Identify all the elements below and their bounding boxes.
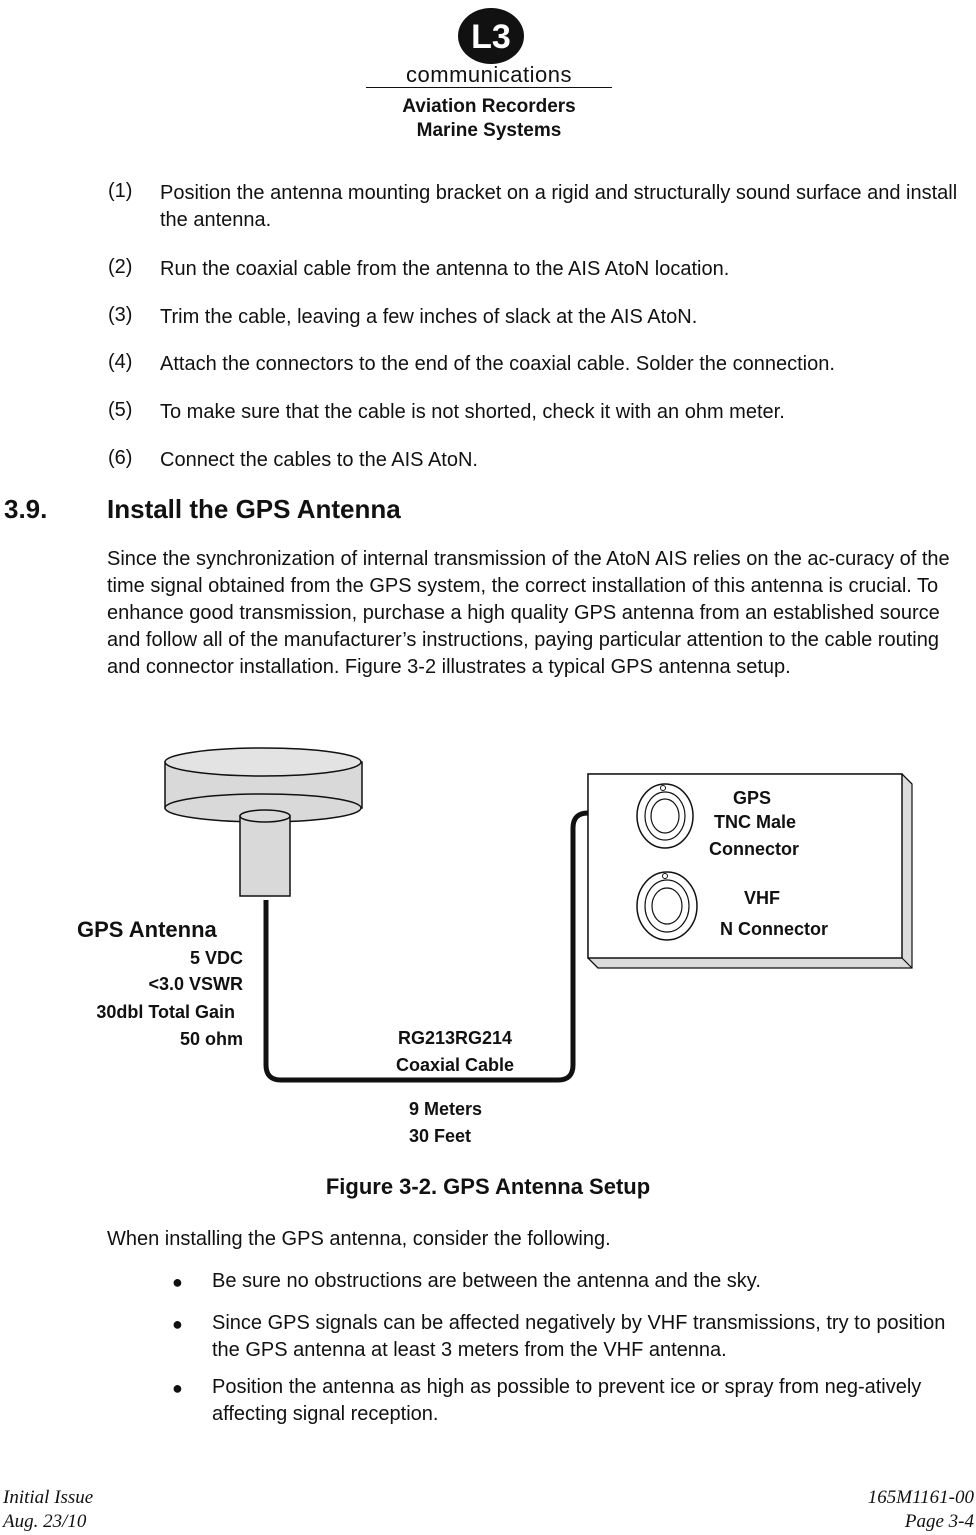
step-number: (2) — [108, 256, 133, 278]
step-number: (6) — [108, 447, 133, 469]
step-text: Connect the cables to the AIS AtoN. — [160, 449, 478, 471]
step-number: (3) — [108, 304, 133, 326]
step-text: Trim the cable, leaving a few inches of slack at the AIS AtoN. — [160, 306, 698, 328]
vhf-connector-label-1: VHF — [744, 888, 780, 908]
footer-doc-number: 165M1161-00 — [867, 1487, 974, 1508]
cable-length-feet: 30 Feet — [409, 1126, 472, 1146]
section-body: Since the synchronization of internal transmission of the AtoN AIS relies on the ac-curacy of the time signal obtained from the GPS system, the correct installation of this antenna is crucial. To enhance good transmission, purchase a high quality GPS antenna from an established source and follow all of the manufacturer’s instructions, paying particular attention to the cable routing and connector installation. Figure 3-2 illustrates a typical GPS antenna setup. — [107, 548, 950, 678]
step-number: (1) — [108, 180, 133, 202]
bullet-item: Since GPS signals can be affected negatively by VHF transmissions, try to position the GPS antenna at least 3 meters from the VHF antenna. — [212, 1312, 946, 1361]
figure-caption: Figure 3-2. GPS Antenna Setup — [325, 1174, 651, 1199]
gps-connector-label-3: Connector — [709, 839, 799, 859]
footer-date: Aug. 23/10 — [3, 1511, 87, 1532]
antenna-spec-voltage: 5 VDC — [189, 948, 243, 968]
bullet-item: Be sure no obstructions are between the antenna and the sky. — [212, 1270, 761, 1292]
bullet-icon: ● — [172, 1314, 183, 1334]
antenna-spec-vswr: <3.0 VSWR — [148, 974, 243, 994]
vhf-n-connector-icon — [637, 872, 697, 940]
step-text: To make sure that the cable is not shorted, check it with an ohm meter. — [160, 401, 785, 423]
logo-rule — [366, 87, 612, 88]
cable-length-meters: 9 Meters — [409, 1099, 483, 1119]
gps-tnc-connector-icon — [637, 784, 693, 848]
antenna-title-label: GPS Antenna — [77, 917, 217, 942]
logo-wordmark: communications — [406, 62, 572, 87]
bullet-item: Position the antenna as high as possible to prevent ice or spray from neg-atively affecting signal reception. — [212, 1376, 922, 1425]
cable-type-label: RG213RG214 — [397, 1028, 513, 1048]
gps-antenna-icon — [165, 748, 362, 896]
gps-antenna-setup-diagram — [0, 740, 976, 1160]
header-line-2: Marine Systems — [416, 120, 562, 141]
step-number: (4) — [108, 351, 133, 373]
bullet-icon: ● — [172, 1378, 183, 1398]
step-text: Attach the connectors to the end of the coaxial cable. Solder the connection. — [160, 353, 835, 375]
vhf-connector-label-2: N Connector — [720, 919, 828, 939]
l3-logo-icon — [456, 6, 526, 66]
cable-name-label: Coaxial Cable — [395, 1055, 515, 1075]
logo-mark-text: L3 — [471, 18, 511, 56]
antenna-spec-gain: 30dbl Total Gain — [96, 1002, 235, 1022]
section-number: 3.9. — [4, 494, 48, 524]
bullet-icon: ● — [172, 1272, 183, 1292]
considerations-intro: When installing the GPS antenna, consider the following. — [107, 1228, 611, 1250]
section-title: Install the GPS Antenna — [107, 494, 401, 524]
gps-connector-label-2: TNC Male — [713, 812, 797, 832]
step-text: Position the antenna mounting bracket on a rigid and structurally sound surface and install the antenna. — [160, 182, 958, 231]
footer-page-number: Page 3-4 — [904, 1511, 974, 1532]
step-number: (5) — [108, 399, 133, 421]
header-line-1: Aviation Recorders — [402, 96, 576, 117]
antenna-spec-impedance: 50 ohm — [179, 1029, 243, 1049]
step-text: Run the coaxial cable from the antenna to the AIS AtoN location. — [160, 258, 730, 280]
gps-connector-label-1: GPS — [732, 788, 772, 808]
footer-issue: Initial Issue — [3, 1487, 94, 1508]
